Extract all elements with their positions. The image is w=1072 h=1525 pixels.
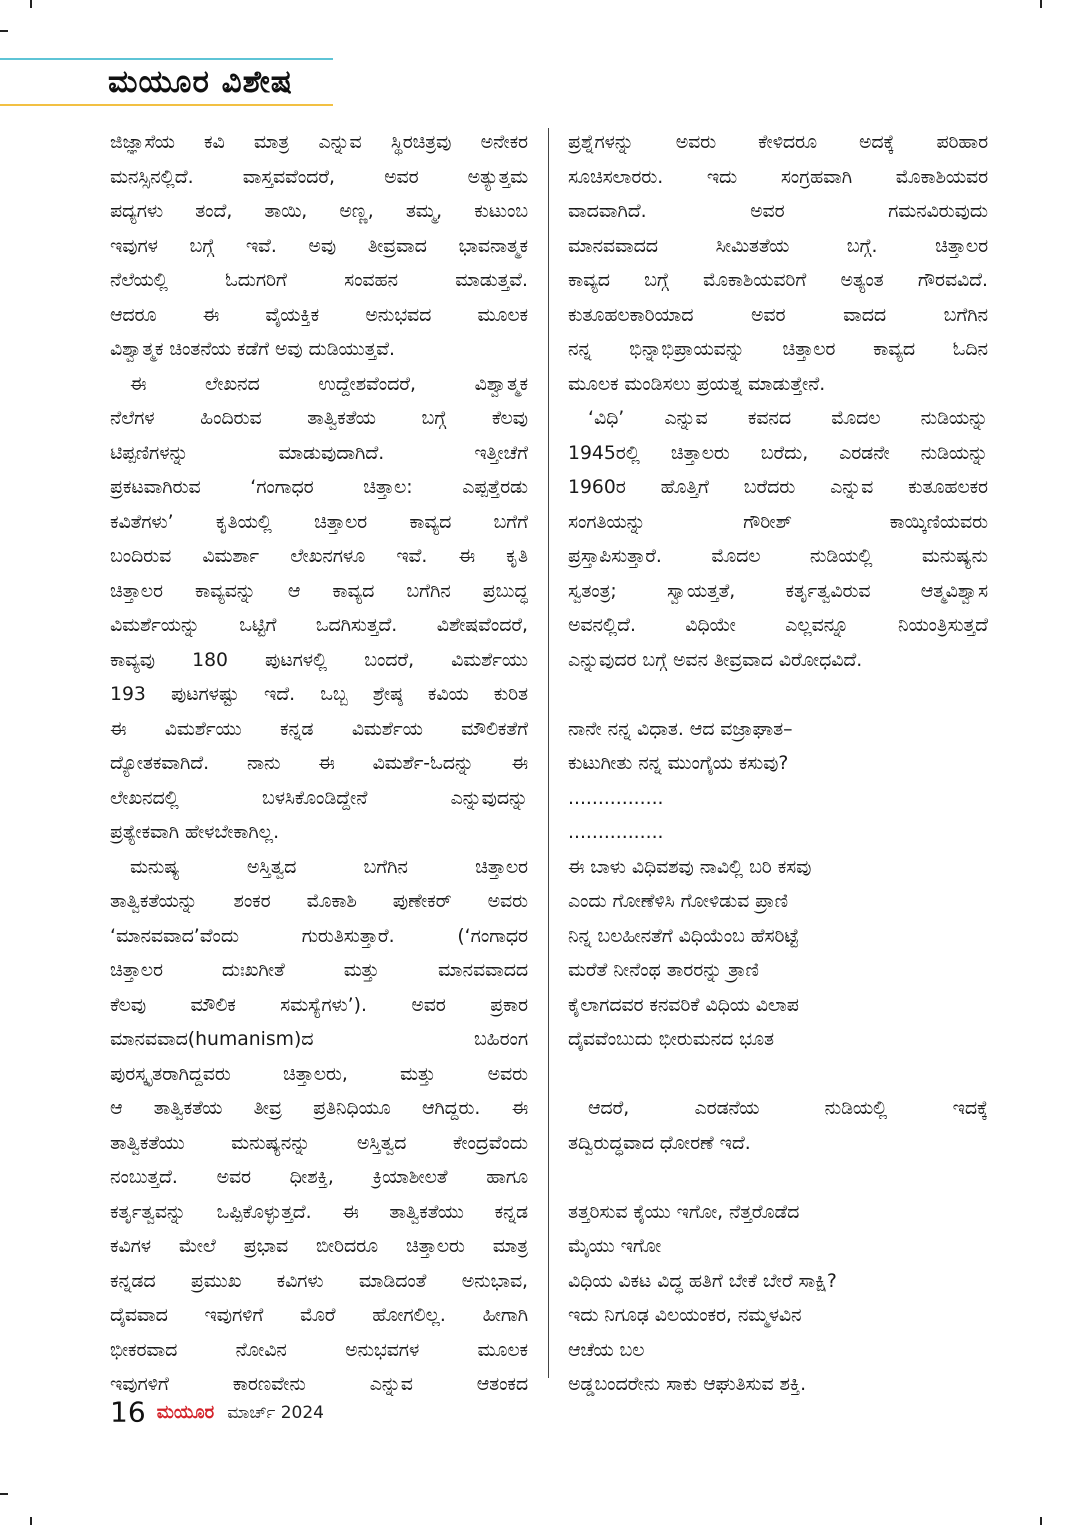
text-line: ಈ ವಿಮರ್ಶೆಯು ಕನ್ನಡ ವಿಮರ್ಶೆಯ ಮೌಲಿಕತೆಗೆ [110,718,528,740]
text-line: ಮಾನವವಾದ(humanism)ದ ಬಹಿರಂಗ [110,1029,528,1050]
text-line: ಮನುಷ್ಯ ಅಸ್ತಿತ್ವದ ಬಗೆಗಿನ ಚಿತ್ತಾಲರ [130,856,528,878]
poem-line: ಮೈಯು ಇಗೋ [568,1236,662,1257]
text-line: ಕೆಲವು ಮೌಲಿಕ ಸಮಸ್ಯೆಗಳು’). ಅವರ ಪ್ರಕಾರ [110,994,528,1016]
text-line: ಚಿತ್ತಾಲರ ದುಃಖಗೀತೆ ಮತ್ತು ಮಾನವವಾದದ [110,960,528,981]
text-line: ಪ್ರಕಟವಾಗಿರುವ ‘ಗಂಗಾಧರ ಚಿತ್ತಾಲ: ಎಪ್ಪತ್ತೆರಡು [110,477,528,498]
page-number: 16 [110,1395,146,1429]
poem-line: ಇದು ನಿಗೂಢ ವಿಲಯಂಕರ, ನಮ್ಮಳವಿನ [568,1305,802,1326]
text-line: ಕನ್ನಡದ ಪ್ರಮುಖ ಕವಿಗಳು ಮಾಡಿದಂತೆ ಅನುಭಾವ, [110,1270,528,1292]
article-column-right [568,126,988,1403]
poem-line: ಅಡ್ಡಬಂದರೇನು ಸಾಕು ಆಘುತಿಸುವ ಶಕ್ತಿ. [568,1374,807,1395]
text-line: ವಿಶ್ವಾತ್ಮಕ ಚಿಂತನೆಯ ಕಡೆಗೆ ಅವು ದುಡಿಯುತ್ತವೆ. [110,339,395,360]
crop-mark [1040,1517,1042,1525]
poem-line: ಕುಟುಗೀತು ನನ್ನ ಮುಂಗೈಯ ಕಸುವು? [568,753,789,774]
crop-mark [1040,0,1042,8]
header-rule-top [0,58,333,60]
poem-line: ನಿನ್ನ ಬಲಹೀನತೆಗೆ ವಿಧಿಯೆಂಬ ಹೆಸರಿಟ್ಟೆ [568,925,799,947]
blank-line [568,1058,988,1093]
poem-line: ಕೈಲಾಗದವರ ಕನವರಿಕೆ ವಿಧಿಯ ವಿಲಾಪ [568,994,799,1016]
text-line: ಆದರೂ ಈ ವೈಯಕ್ತಿಕ ಅನುಭವದ ಮೂಲಕ [110,304,528,326]
text-line: ವಾದವಾಗಿದೆ. ಅವರ ಗಮನವಿರುವುದು [568,201,988,222]
text-line: ಚಿತ್ತಾಲರ ಕಾವ್ಯವನ್ನು ಆ ಕಾವ್ಯದ ಬಗೆಗಿನ ಪ್ರಬುದ್ಧ [110,580,528,602]
text-line: ಲೇಖನದಲ್ಲಿ ಬಳಸಿಕೊಂಡಿದ್ದೇನೆ ಎನ್ನುವುದನ್ನು [110,787,528,809]
text-line: ಟಿಪ್ಪಣಿಗಳನ್ನು ಮಾಡುವುದಾಗಿದೆ. ಇತ್ತೀಚೆಗೆ [110,442,528,464]
crop-mark [0,1493,8,1495]
text-line: ಪ್ರಶ್ನೆಗಳನ್ನು ಅವರು ಕೇಳಿದರೂ ಅದಕ್ಕೆ ಪರಿಹಾರ [568,132,988,153]
text-line: ಪ್ರಸ್ತಾಪಿಸುತ್ತಾರೆ. ಮೊದಲ ನುಡಿಯಲ್ಲಿ ಮನುಷ್ಯನು [568,546,988,567]
text-line: ದ್ಯೋತಕವಾಗಿದೆ. ನಾನು ಈ ವಿಮರ್ಶೆ-ಓದನ್ನು ಈ [110,753,528,774]
text-line: ಕವಿಗಳ ಮೇಲೆ ಪ್ರಭಾವ ಬೀರಿದರೂ ಚಿತ್ತಾಲರು ಮಾತ್ರ [110,1236,528,1257]
blank-line [568,1161,988,1196]
text-line: ಸ್ವತಂತ್ರ; ಸ್ವಾಯತ್ತತೆ, ಕರ್ತೃತ್ವವಿರುವ ಆತ್ಮವಿಶ್ವಾಸ [568,580,988,602]
text-line: ದೈವವಾದ ಇವುಗಳಿಗೆ ಮೊರೆ ಹೋಗಲಿಲ್ಲ. ಹೀಗಾಗಿ [110,1305,528,1326]
text-line: ಇವುಗಳಿಗೆ ಕಾರಣವೇನು ಎನ್ನುವ ಆತಂಕದ [110,1374,528,1395]
text-line: ಮೂಲಕ ಮಂಡಿಸಲು ಪ್ರಯತ್ನ ಮಾಡುತ್ತೇನೆ. [568,373,826,395]
article-column-left [110,126,528,1403]
text-line: ನನ್ನ ಭಿನ್ನಾಭಿಪ್ರಾಯವನ್ನು ಚಿತ್ತಾಲರ ಕಾವ್ಯದ ಓದಿನ [568,339,988,360]
poem-line: ಆಚೆಯ ಬಲ [568,1339,645,1361]
text-line: ಈ ಲೇಖನದ ಉದ್ದೇಶವೆಂದರೆ, ವಿಶ್ವಾತ್ಮಕ [130,373,528,395]
text-line: ಜಿಜ್ಞಾಸೆಯ ಕವಿ ಮಾತ್ರ ಎನ್ನುವ ಸ್ಥಿರಚಿತ್ರವು ಅನೇಕರ [110,132,528,153]
text-line: ಆ ತಾತ್ವಿಕತೆಯ ತೀವ್ರ ಪ್ರತಿನಿಧಿಯೂ ಆಗಿದ್ದರು. ಈ [110,1098,528,1119]
text-line: 1945ರಲ್ಲಿ ಚಿತ್ತಾಲರು ಬರೆದು, ಎರಡನೇ ನುಡಿಯನ್ನು [568,442,988,464]
text-line: ತಾತ್ವಿಕತೆಯನ್ನು ಶಂಕರ ಮೊಕಾಶಿ ಪುಣೇಕರ್ ಅವರು [110,891,528,912]
text-line: ಸಂಗತಿಯನ್ನು ಗೌರೀಶ್ ಕಾಯ್ಕಿಣಿಯವರು [568,511,988,533]
text-line: ಕುತೂಹಲಕಾರಿಯಾದ ಅವರ ವಾದದ ಬಗೆಗಿನ [568,304,988,326]
issue-date: ಮಾರ್ಚ್ 2024 [227,1402,324,1423]
text-line: ನೆಲೆಗಳ ಹಿಂದಿರುವ ತಾತ್ವಿಕತೆಯ ಬಗ್ಗೆ ಕೆಲವು [110,408,528,429]
text-line: ‘ವಿಧಿ’ ಎನ್ನುವ ಕವನದ ಮೊದಲ ನುಡಿಯನ್ನು [588,408,988,429]
crop-mark [30,1517,32,1525]
text-line: ಪುರಸ್ಕೃತರಾಗಿದ್ದವರು ಚಿತ್ತಾಲರು, ಮತ್ತು ಅವರು [110,1063,528,1085]
poem-line: ವಿಧಿಯ ವಿಕಟ ವಿದ್ಧ ಹತಿಗೆ ಬೇಕೆ ಬೇರೆ ಸಾಕ್ಷಿ? [568,1270,837,1292]
poem-ellipsis: ................ [568,787,664,809]
text-line: ಪದ್ಯಗಳು ತಂದೆ, ತಾಯಿ, ಅಣ್ಣ, ತಮ್ಮ, ಕುಟುಂಬ [110,201,528,222]
page-footer [110,1392,324,1432]
poem-line: ತತ್ತರಿಸುವ ಕೈಯು ಇಗೋ, ನೆತ್ತರೊಡೆದ [568,1201,800,1223]
blank-line [568,678,988,713]
poem-ellipsis: ................ [568,822,664,843]
section-title: ಮಯೂರ ವಿಶೇಷ [108,64,293,100]
text-line: ಕಾವ್ಯದ ಬಗ್ಗೆ ಮೊಕಾಶಿಯವರಿಗೆ ಅತ್ಯಂತ ಗೌರವವಿದೆ. [568,270,988,291]
poem-line: ಈ ಬಾಳು ವಿಧಿವಶವು ನಾವಿಲ್ಲಿ ಬರಿ ಕಸವು [568,856,812,878]
poem-line: ಎಂದು ಗೋಣೆಳಿಸಿ ಗೋಳಿಡುವ ಪ್ರಾಣಿ [568,891,788,912]
poem-line: ನಾನೇ ನನ್ನ ವಿಧಾತ. ಆದ ವಜ್ರಾಘಾತ– [568,718,793,740]
text-line: ಕವಿತೆಗಳು’ ಕೃತಿಯಲ್ಲಿ ಚಿತ್ತಾಲರ ಕಾವ್ಯದ ಬಗೆಗೆ [110,511,528,533]
crop-mark [30,0,32,8]
text-line: ವಿಮರ್ಶೆಯನ್ನು ಒಟ್ಟಿಗೆ ಒದಗಿಸುತ್ತದೆ. ವಿಶೇಷವೆಂದರೆ, [110,615,528,636]
column-divider [548,128,549,1378]
text-line: ‘ಮಾನವವಾದ’ವೆಂದು ಗುರುತಿಸುತ್ತಾರೆ. (‘ಗಂಗಾಧರ [110,925,528,947]
text-line: ಆದರೆ, ಎರಡನೆಯ ನುಡಿಯಲ್ಲಿ ಇದಕ್ಕೆ [588,1098,988,1119]
text-line: ಭೀಕರವಾದ ನೋವಿನ ಅನುಭವಗಳ ಮೂಲಕ [110,1339,528,1361]
text-line: ಅವನಲ್ಲಿದೆ. ವಿಧಿಯೇ ಎಲ್ಲವನ್ನೂ ನಿಯಂತ್ರಿಸುತ್ತದೆ [568,615,988,636]
text-line: ಎನ್ನುವುದರ ಬಗ್ಗೆ ಅವನ ತೀವ್ರವಾದ ವಿರೋಧವಿದೆ. [568,649,863,671]
text-line: 193 ಪುಟಗಳಷ್ಟು ಇದೆ. ಒಬ್ಬ ಶ್ರೇಷ್ಠ ಕವಿಯ ಕುರಿತ [110,684,528,705]
text-line: ತಾತ್ವಿಕತೆಯು ಮನುಷ್ಯನನ್ನು ಅಸ್ತಿತ್ವದ ಕೇಂದ್ರವೆಂದು [110,1132,528,1154]
text-line: ಮಾನವವಾದದ ಸೀಮಿತತೆಯ ಬಗ್ಗೆ. ಚಿತ್ತಾಲರ [568,235,988,257]
text-line: ನಂಬುತ್ತದೆ. ಅವರ ಧೀಶಕ್ತಿ, ಕ್ರಿಯಾಶೀಲತೆ ಹಾಗೂ [110,1167,528,1188]
text-line: ಇವುಗಳ ಬಗ್ಗೆ ಇವೆ. ಅವು ತೀವ್ರವಾದ ಭಾವನಾತ್ಮಕ [110,235,528,257]
text-line: ಕರ್ತೃತ್ವವನ್ನು ಒಪ್ಪಿಕೊಳ್ಳುತ್ತದೆ. ಈ ತಾತ್ವಿಕತೆಯು ಕನ್ನಡ [110,1201,528,1223]
text-line: ಕಾವ್ಯವು 180 ಪುಟಗಳಲ್ಲಿ ಬಂದರೆ, ವಿಮರ್ಶೆಯು [110,649,528,671]
text-line: ನೆಲೆಯಲ್ಲಿ ಓದುಗರಿಗೆ ಸಂವಹನ ಮಾಡುತ್ತವೆ. [110,270,528,291]
text-line: 1960ರ ಹೊತ್ತಿಗೆ ಬರೆದರು ಎನ್ನುವ ಕುತೂಹಲಕರ [568,477,988,498]
poem-line: ದೈವವೆಂಬುದು ಭೀರುಮನದ ಭೂತ [568,1029,774,1050]
magazine-logo: ಮಯೂರ [156,1401,215,1423]
text-line: ಮನಸ್ಸಿನಲ್ಲಿದೆ. ವಾಸ್ತವವೆಂದರೆ, ಅವರ ಅತ್ಯುತ್ತಮ [110,166,528,188]
text-line: ಬಂದಿರುವ ವಿಮರ್ಶಾ ಲೇಖನಗಳೂ ಇವೆ. ಈ ಕೃತಿ [110,546,528,567]
crop-mark [0,30,8,32]
text-line: ತದ್ವಿರುದ್ಧವಾದ ಧೋರಣೆ ಇದೆ. [568,1132,751,1154]
text-line: ಪ್ರತ್ಯೇಕವಾಗಿ ಹೇಳಬೇಕಾಗಿಲ್ಲ. [110,822,280,843]
header-rule-bottom [0,104,333,106]
text-line: ಸೂಚಿಸಲಾರರು. ಇದು ಸಂಗ್ರಹವಾಗಿ ಮೊಕಾಶಿಯವರ [568,166,988,188]
poem-line: ಮರೆತೆ ನೀನೆಂಥ ತಾರರನ್ನು ತ್ರಾಣಿ [568,960,759,981]
